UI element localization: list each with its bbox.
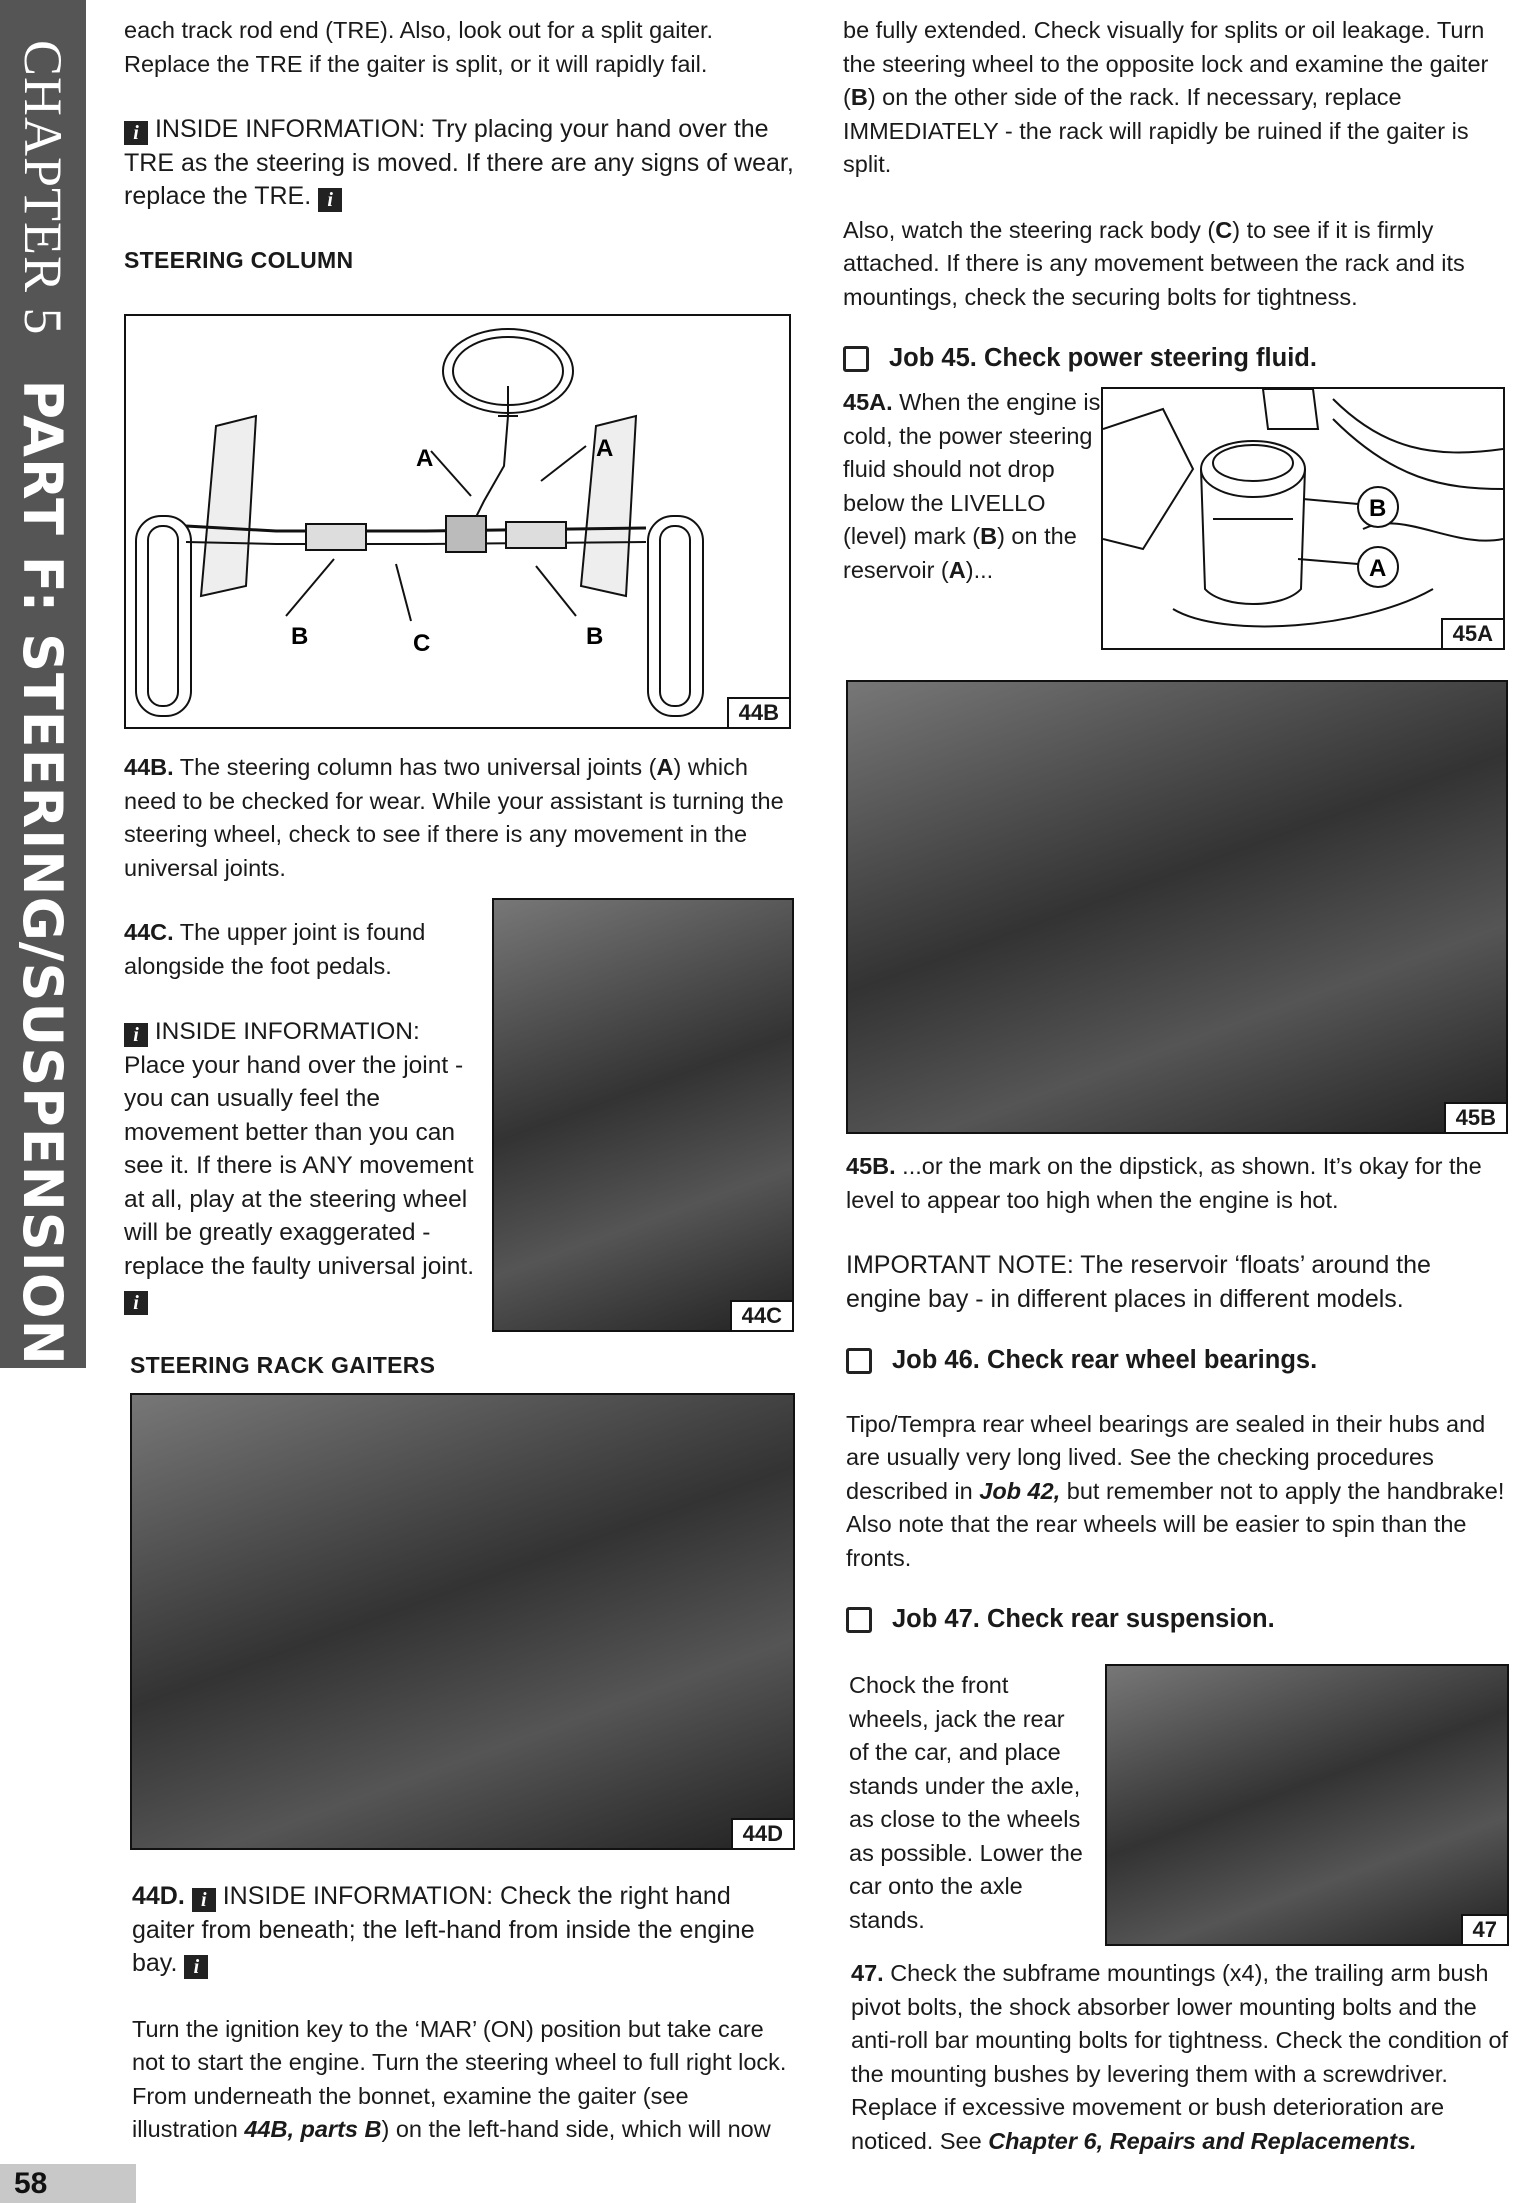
right-column-middle [846, 1150, 1511, 1637]
figure-47-photo [1105, 1664, 1509, 1946]
paragraph-text: ) on the left-hand side, which will now [381, 2116, 771, 2142]
figure-44c-photo [492, 898, 794, 1332]
caption-text: The upper joint is found alongside the foot pedals. [124, 919, 426, 979]
info-icon: i [184, 1955, 208, 1979]
sidebar-text [0, 0, 86, 1368]
caption-text: INSIDE INFORMATION: Check the right hand gaiter from beneath; the left-hand from inside the engine bay. [132, 1882, 755, 1977]
reservoir-diagram [1103, 389, 1503, 648]
caption-44c-block [124, 916, 484, 1349]
info-icon: i [192, 1888, 216, 1912]
caption-text: ...or the mark on the dipstick, as shown. It’s okay for the level to appear too high when the engine is hot. [846, 1153, 1482, 1213]
figure-label: 44D [731, 1818, 793, 1848]
ignition-paragraph [132, 2013, 792, 2147]
checkbox-icon [843, 346, 869, 372]
caption-text: ) on the reservoir ( [843, 523, 1077, 583]
caption-ref: A [656, 754, 674, 780]
checkbox-icon [846, 1348, 872, 1374]
job-title-text: Job 45. Check power steering fluid. [889, 344, 1317, 372]
sidebar-chapter: CHAPTER 5 [13, 40, 73, 336]
figure-44d-photo [130, 1393, 795, 1850]
caption-number: 44B. [124, 754, 174, 780]
heading-steering-rack-gaiters: STEERING RACK GAITERS [130, 1352, 436, 1378]
paragraph-text: ) on the other side of the rack. If necessary, replace IMMEDIATELY - the rack will rapidly be ruined if the gaiter is split. [843, 84, 1469, 177]
heading-steering-column: STEERING COLUMN [124, 246, 354, 273]
caption-text: The steering column has two universal joints ( [173, 754, 657, 780]
label-a-left: A [416, 445, 434, 472]
paragraph-text: ) to see if it is firmly attached. If there is any movement between the rack and its mountings, check the securing bolts for tightness. [843, 216, 1465, 310]
caption-44b [124, 751, 784, 917]
page-number: 58 [14, 2167, 48, 2200]
paragraph-text: Turn the ignition key to the ‘MAR’ (ON) position but take care not to start the engine. Turn the steering wheel to full right lock. From underneath the bonnet, examine the gaiter (see illustration [132, 2015, 787, 2142]
caption-text: )... [965, 556, 994, 583]
label-a-right: A [596, 435, 614, 462]
caption-text: When the engine is cold, the power steering fluid should not drop below the LIVELLO (level) mark ( [843, 389, 1101, 549]
info-icon: i [124, 121, 148, 145]
caption-44d [132, 1880, 792, 1981]
cross-reference: Job 42, [979, 1477, 1061, 1504]
caption-number: 44D. [132, 1882, 185, 1910]
caption-47 [851, 1957, 1511, 2190]
paragraph-text: but remember not to apply the handbrake! Also note that the rear wheels will be easier to spin than the fronts. [846, 1477, 1505, 1571]
label-b: B [1369, 495, 1387, 522]
figure-label: 45B [1444, 1102, 1506, 1132]
paragraph-ref: B [850, 84, 868, 110]
label-c: C [413, 630, 431, 657]
label-b-right: B [586, 623, 604, 650]
paragraph-text: Also, watch the steering rack body ( [843, 216, 1216, 243]
right-column-top [843, 14, 1508, 376]
paragraph-text: be fully extended. Check visually for splits or oil leakage. Turn the steering wheel to the opposite lock and examine the gaiter ( [843, 17, 1489, 110]
caption-ref: A [948, 556, 966, 583]
caption-text: Check the subframe mountings (x4), the trailing arm bush pivot bolts, the shock absorber lower mounting bolts and the anti-roll bar mounting bolts for tightness. Check the condition of the mounting bushes by levering them with a screwdriver. Replace if excessive movement or bush deterioration are noticed. See [851, 1960, 1509, 2154]
important-note: IMPORTANT NOTE: The reservoir ‘floats’ around the engine bay - in different places in different models. [846, 1251, 1431, 1313]
cross-reference: Chapter 6, Repairs and Replacements. [988, 2127, 1417, 2154]
inside-info-text: INSIDE INFORMATION: Try placing your hand over the TRE as the steering is moved. If there are any signs of wear, replace the TRE. [124, 115, 794, 210]
info-icon: i [124, 1023, 148, 1047]
paragraph-ref: C [1215, 216, 1233, 243]
inside-info-joint [124, 1015, 484, 1317]
job-47-intro [849, 1669, 1089, 1969]
figure-label: 45A [1441, 618, 1503, 648]
job-45-title [843, 342, 1508, 376]
job-47-title [846, 1603, 1511, 1637]
caption-number: 45B. [846, 1153, 896, 1179]
job-title-text: Job 47. Check rear suspension. [892, 1605, 1275, 1633]
figure-44b [124, 314, 791, 729]
caption-45a [843, 386, 1108, 619]
chapter-sidebar [0, 0, 86, 1368]
job-title-text: Job 46. Check rear wheel bearings. [892, 1346, 1318, 1374]
inside-info-text: INSIDE INFORMATION: Place your hand over the joint - you can usually feel the movement better than you can see it. If there is ANY movement at all, play at the steering wheel will be greatly exaggerated - replace the faulty universal joint. [124, 1018, 474, 1280]
figure-label: 44C [730, 1300, 792, 1330]
job-46-paragraph [846, 1408, 1511, 1576]
caption-ref: B [980, 523, 998, 549]
caption-number: 47. [851, 1960, 884, 1986]
tre-paragraph: each track rod end (TRE). Also, look out for a split gaiter. Replace the TRE if the gaiter is split, or it will rapidly fail. [124, 17, 714, 77]
left-column-top [124, 14, 794, 277]
info-icon: i [318, 188, 342, 212]
figure-label: 47 [1461, 1914, 1507, 1944]
paragraph-text: Tipo/Tempra rear wheel bearings are sealed in their hubs and are usually very long lived. See the checking procedures described in [846, 1410, 1486, 1504]
info-icon: i [124, 1291, 148, 1315]
figure-45a [1101, 387, 1505, 650]
figure-45b-photo [846, 680, 1508, 1134]
checkbox-icon [846, 1607, 872, 1633]
caption-number: 44C. [124, 919, 174, 945]
job-46-title [846, 1344, 1511, 1378]
left-column-bottom [132, 1880, 792, 2179]
steering-diagram [126, 316, 789, 727]
caption-text: ) which need to be checked for wear. While your assistant is turning the steering wheel, check to see if there is any movement in the universal joints. [124, 754, 784, 881]
label-b-left: B [291, 623, 309, 650]
caption-number: 45A. [843, 389, 893, 415]
inside-info-tre [124, 113, 794, 214]
sidebar-part-title: PART F: STEERING/SUSPENSION [11, 379, 75, 1366]
cross-reference: 44B, parts B [244, 2116, 382, 2142]
paragraph-text: Chock the front wheels, jack the rear of the car, and place stands under the axle, as close to the wheels as possible. Lower the car onto the axle stands. [849, 1672, 1083, 1933]
label-a: A [1369, 555, 1387, 582]
figure-label: 44B [727, 697, 789, 727]
